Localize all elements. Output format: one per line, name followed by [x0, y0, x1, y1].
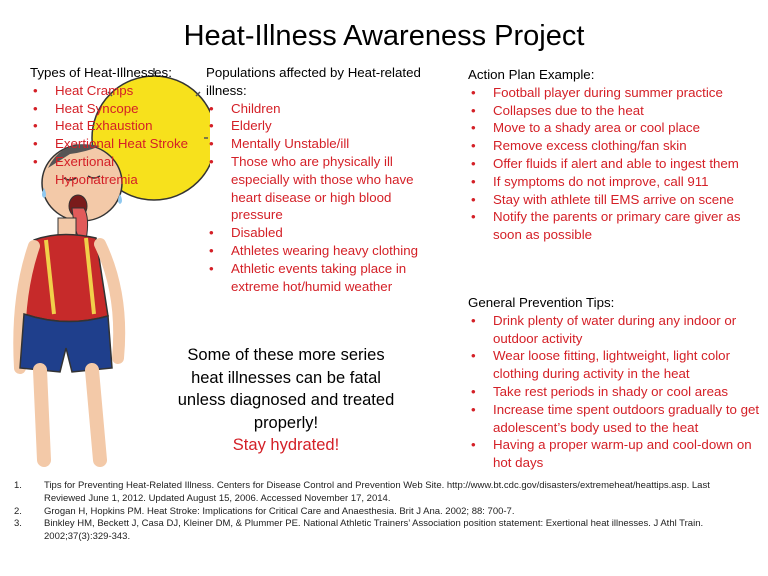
- types-of-heat-illnesses: [30, 64, 200, 189]
- list-item: • Drink plenty of water during any indoor or outdoor activity: [468, 312, 764, 348]
- callout-text: Some of these more series heat illnesses can be fatal unless diagnosed and treated properly!: [177, 346, 395, 432]
- list-item: • Exertional Heat Stroke: [30, 135, 200, 153]
- list-item: • Children: [206, 100, 436, 118]
- general-prevention-tips: [468, 294, 764, 472]
- prevention-heading: General Prevention Tips:: [468, 295, 615, 310]
- list-item: • Athletic events taking place in extreme hot/humid weather: [206, 260, 436, 296]
- list-item: • If symptoms do not improve, call 911: [468, 173, 764, 191]
- list-item: • Those who are physically ill especially with those who have heart disease or high blood pressure: [206, 153, 436, 224]
- list-item: • Collapses due to the heat: [468, 102, 764, 120]
- reference-text: Tips for Preventing Heat-Related Illness. Centers for Disease Control and Prevention Web Site. http://www.bt.cdc.gov/disasters/extremeheat/heattips.asp. Last Reviewed June 1, 2012. Updated August 15, 2006. Accessed November 17, 2014.: [44, 480, 710, 504]
- list-item: • Mentally Unstable/ill: [206, 135, 436, 153]
- reference-number: 2.: [14, 505, 22, 517]
- athlete-figure: [19, 144, 122, 460]
- list-item: • Stay with athlete till EMS arrive on scene: [468, 191, 764, 209]
- list-item: • Offer fluids if alert and able to ingest them: [468, 155, 764, 173]
- action-plan-example: [468, 66, 764, 244]
- list-item: • Notify the parents or primary care giver as soon as possible: [468, 208, 764, 244]
- reference-item: [14, 518, 754, 544]
- prevention-list: [468, 312, 764, 472]
- list-item: • Elderly: [206, 117, 436, 135]
- reference-number: 3.: [14, 518, 22, 530]
- populations-heading: Populations affected by Heat-related illness:: [206, 65, 421, 98]
- list-item: • Heat Syncope: [30, 100, 200, 118]
- stay-hydrated-text: Stay hydrated!: [232, 436, 340, 454]
- reference-number: 1.: [14, 480, 22, 491]
- page-title: Heat-Illness Awareness Project: [183, 20, 585, 52]
- types-heading: Types of Heat-Illnesses:: [30, 65, 172, 80]
- reference-text: Binkley HM, Beckett J, Casa DJ, Kleiner DM, & Plummer PE. National Athletic Trainers’ Association position statement: Exertional heat illnesses. J Athl Train. 2002;37(3):329-343.: [44, 518, 704, 543]
- list-item: • Take rest periods in shady or cool areas: [468, 383, 764, 401]
- list-item: • Football player during summer practice: [468, 84, 764, 102]
- list-item: • Having a proper warm-up and cool-down on hot days: [468, 436, 764, 472]
- list-item: • Remove excess clothing/fan skin: [468, 137, 764, 155]
- populations-affected: [206, 64, 436, 295]
- references: [14, 480, 754, 544]
- reference-item: [14, 506, 754, 519]
- list-item: • Disabled: [206, 224, 436, 242]
- list-item: • Heat Cramps: [30, 82, 200, 100]
- action-plan-heading: Action Plan Example:: [468, 67, 595, 82]
- reference-item: [14, 480, 754, 506]
- list-item: • Move to a shady area or cool place: [468, 119, 764, 137]
- list-item: • Wear loose fitting, lightweight, light color clothing during activity in the heat: [468, 347, 764, 383]
- types-list: [30, 82, 200, 189]
- list-item: • Increase time spent outdoors gradually to get adolescent’s body used to the heat: [468, 401, 764, 437]
- list-item: • Heat Exhaustion: [30, 117, 200, 135]
- list-item: • Exertional Hyponatremia: [30, 153, 200, 189]
- fatal-warning-callout: [170, 344, 402, 457]
- list-item: • Athletes wearing heavy clothing: [206, 242, 436, 260]
- populations-list: [206, 100, 436, 296]
- reference-text: Grogan H, Hopkins PM. Heat Stroke: Implications for Critical Care and Anaesthesia. Brit J Ana. 2002; 88: 700-7.: [44, 505, 515, 517]
- action-plan-list: [468, 84, 764, 244]
